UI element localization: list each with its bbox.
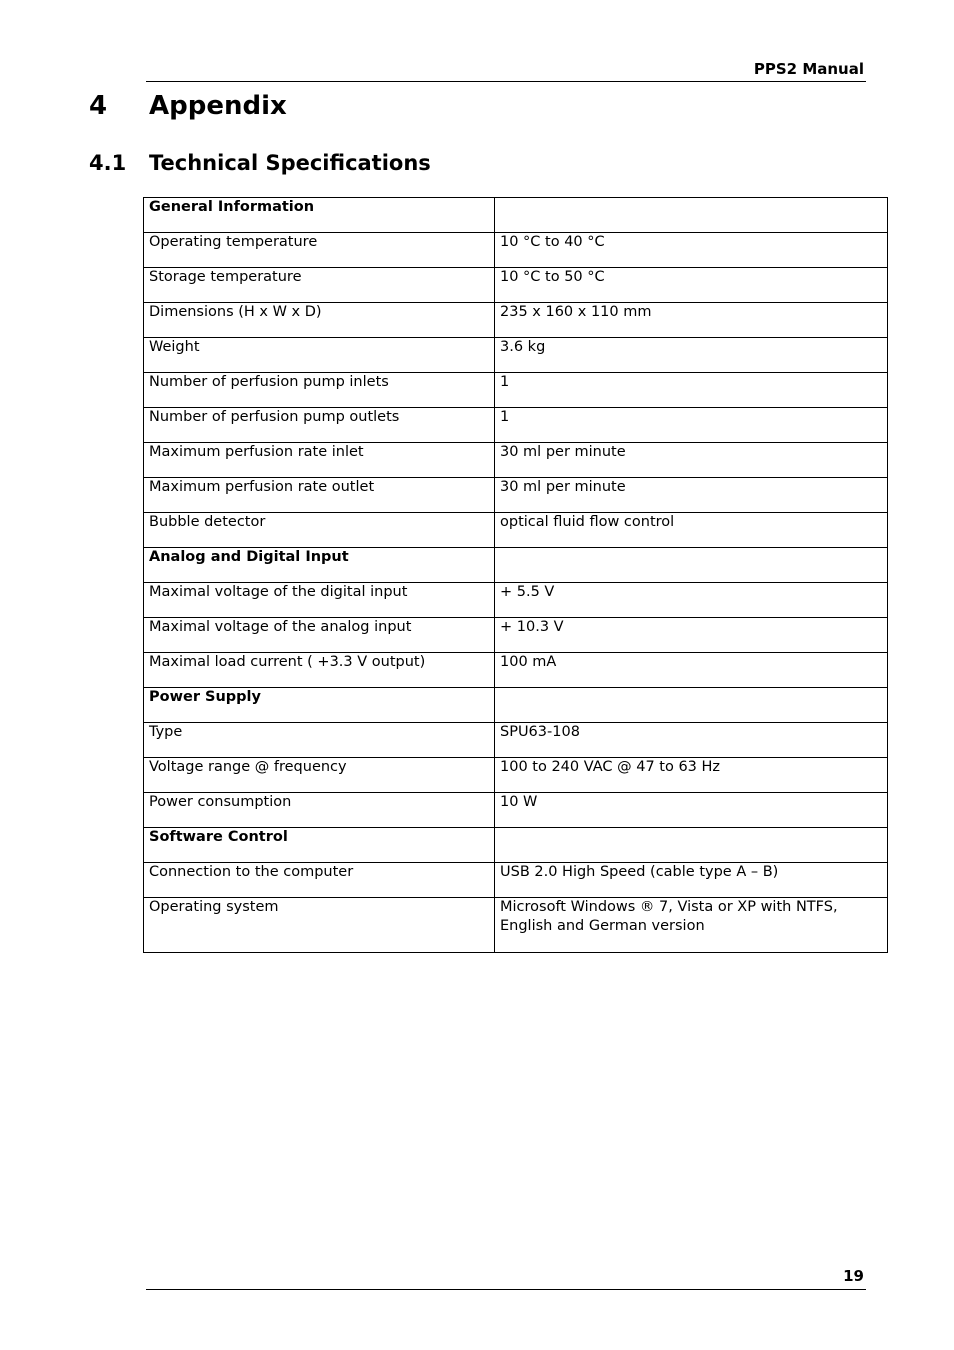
spec-value: 30 ml per minute xyxy=(495,478,888,513)
spec-label: Maximal voltage of the digital input xyxy=(144,583,495,618)
spec-label: Weight xyxy=(144,338,495,373)
spec-value: SPU63-108 xyxy=(495,723,888,758)
spec-section-title: General Information xyxy=(144,198,495,233)
spec-label: Operating temperature xyxy=(144,233,495,268)
spec-label: Power consumption xyxy=(144,793,495,828)
spec-row xyxy=(144,443,888,478)
spec-value xyxy=(495,548,888,583)
spec-section-title: Software Control xyxy=(144,828,495,863)
spec-label: Number of perfusion pump inlets xyxy=(144,373,495,408)
manual-title: PPS2 Manual xyxy=(753,60,864,78)
spec-row xyxy=(144,478,888,513)
spec-label: Connection to the computer xyxy=(144,863,495,898)
spec-section-row xyxy=(144,198,888,233)
running-header xyxy=(146,59,866,82)
spec-value: 1 xyxy=(495,408,888,443)
spec-row xyxy=(144,408,888,443)
spec-row xyxy=(144,758,888,793)
spec-section-title: Analog and Digital Input xyxy=(144,548,495,583)
spec-value: 100 mA xyxy=(495,653,888,688)
section-title: Technical Specifications xyxy=(149,151,431,175)
spec-row xyxy=(144,268,888,303)
spec-label: Maximal voltage of the analog input xyxy=(144,618,495,653)
spec-label: Bubble detector xyxy=(144,513,495,548)
spec-value: Microsoft Windows ® 7, Vista or XP with NTFS, English and German version xyxy=(495,898,888,953)
spec-section-row xyxy=(144,548,888,583)
spec-row xyxy=(144,338,888,373)
section-heading xyxy=(89,148,431,178)
chapter-number: 4 xyxy=(89,91,108,121)
spec-label: Maximal load current ( +3.3 V output) xyxy=(144,653,495,688)
spec-row xyxy=(144,793,888,828)
spec-row xyxy=(144,513,888,548)
spec-label: Voltage range @ frequency xyxy=(144,758,495,793)
spec-value: + 10.3 V xyxy=(495,618,888,653)
spec-value xyxy=(495,688,888,723)
spec-row xyxy=(144,583,888,618)
spec-value: 235 x 160 x 110 mm xyxy=(495,303,888,338)
spec-section-row xyxy=(144,688,888,723)
spec-row xyxy=(144,653,888,688)
spec-label: Maximum perfusion rate outlet xyxy=(144,478,495,513)
spec-row xyxy=(144,723,888,758)
chapter-title: Appendix xyxy=(149,91,287,121)
spec-table-body xyxy=(144,198,888,953)
spec-label: Maximum perfusion rate inlet xyxy=(144,443,495,478)
chapter-heading xyxy=(89,88,287,124)
spec-value: optical fluid flow control xyxy=(495,513,888,548)
spec-label: Type xyxy=(144,723,495,758)
section-number: 4.1 xyxy=(89,151,127,175)
spec-row xyxy=(144,863,888,898)
spec-value xyxy=(495,198,888,233)
page-number: 19 xyxy=(843,1267,864,1285)
spec-value: + 5.5 V xyxy=(495,583,888,618)
spec-section-title: Power Supply xyxy=(144,688,495,723)
spec-row xyxy=(144,618,888,653)
spec-row xyxy=(144,898,888,953)
spec-label: Operating system xyxy=(144,898,495,953)
spec-row xyxy=(144,233,888,268)
spec-value: USB 2.0 High Speed (cable type A – B) xyxy=(495,863,888,898)
spec-value: 10 W xyxy=(495,793,888,828)
spec-row xyxy=(144,373,888,408)
spec-value: 10 °C to 40 °C xyxy=(495,233,888,268)
spec-value: 30 ml per minute xyxy=(495,443,888,478)
spec-value: 3.6 kg xyxy=(495,338,888,373)
spec-value: 100 to 240 VAC @ 47 to 63 Hz xyxy=(495,758,888,793)
spec-label: Storage temperature xyxy=(144,268,495,303)
spec-value xyxy=(495,828,888,863)
technical-specifications-table xyxy=(143,197,888,953)
running-footer xyxy=(146,1265,866,1290)
spec-section-row xyxy=(144,828,888,863)
spec-value: 1 xyxy=(495,373,888,408)
spec-row xyxy=(144,303,888,338)
spec-value: 10 °C to 50 °C xyxy=(495,268,888,303)
spec-label: Dimensions (H x W x D) xyxy=(144,303,495,338)
spec-label: Number of perfusion pump outlets xyxy=(144,408,495,443)
